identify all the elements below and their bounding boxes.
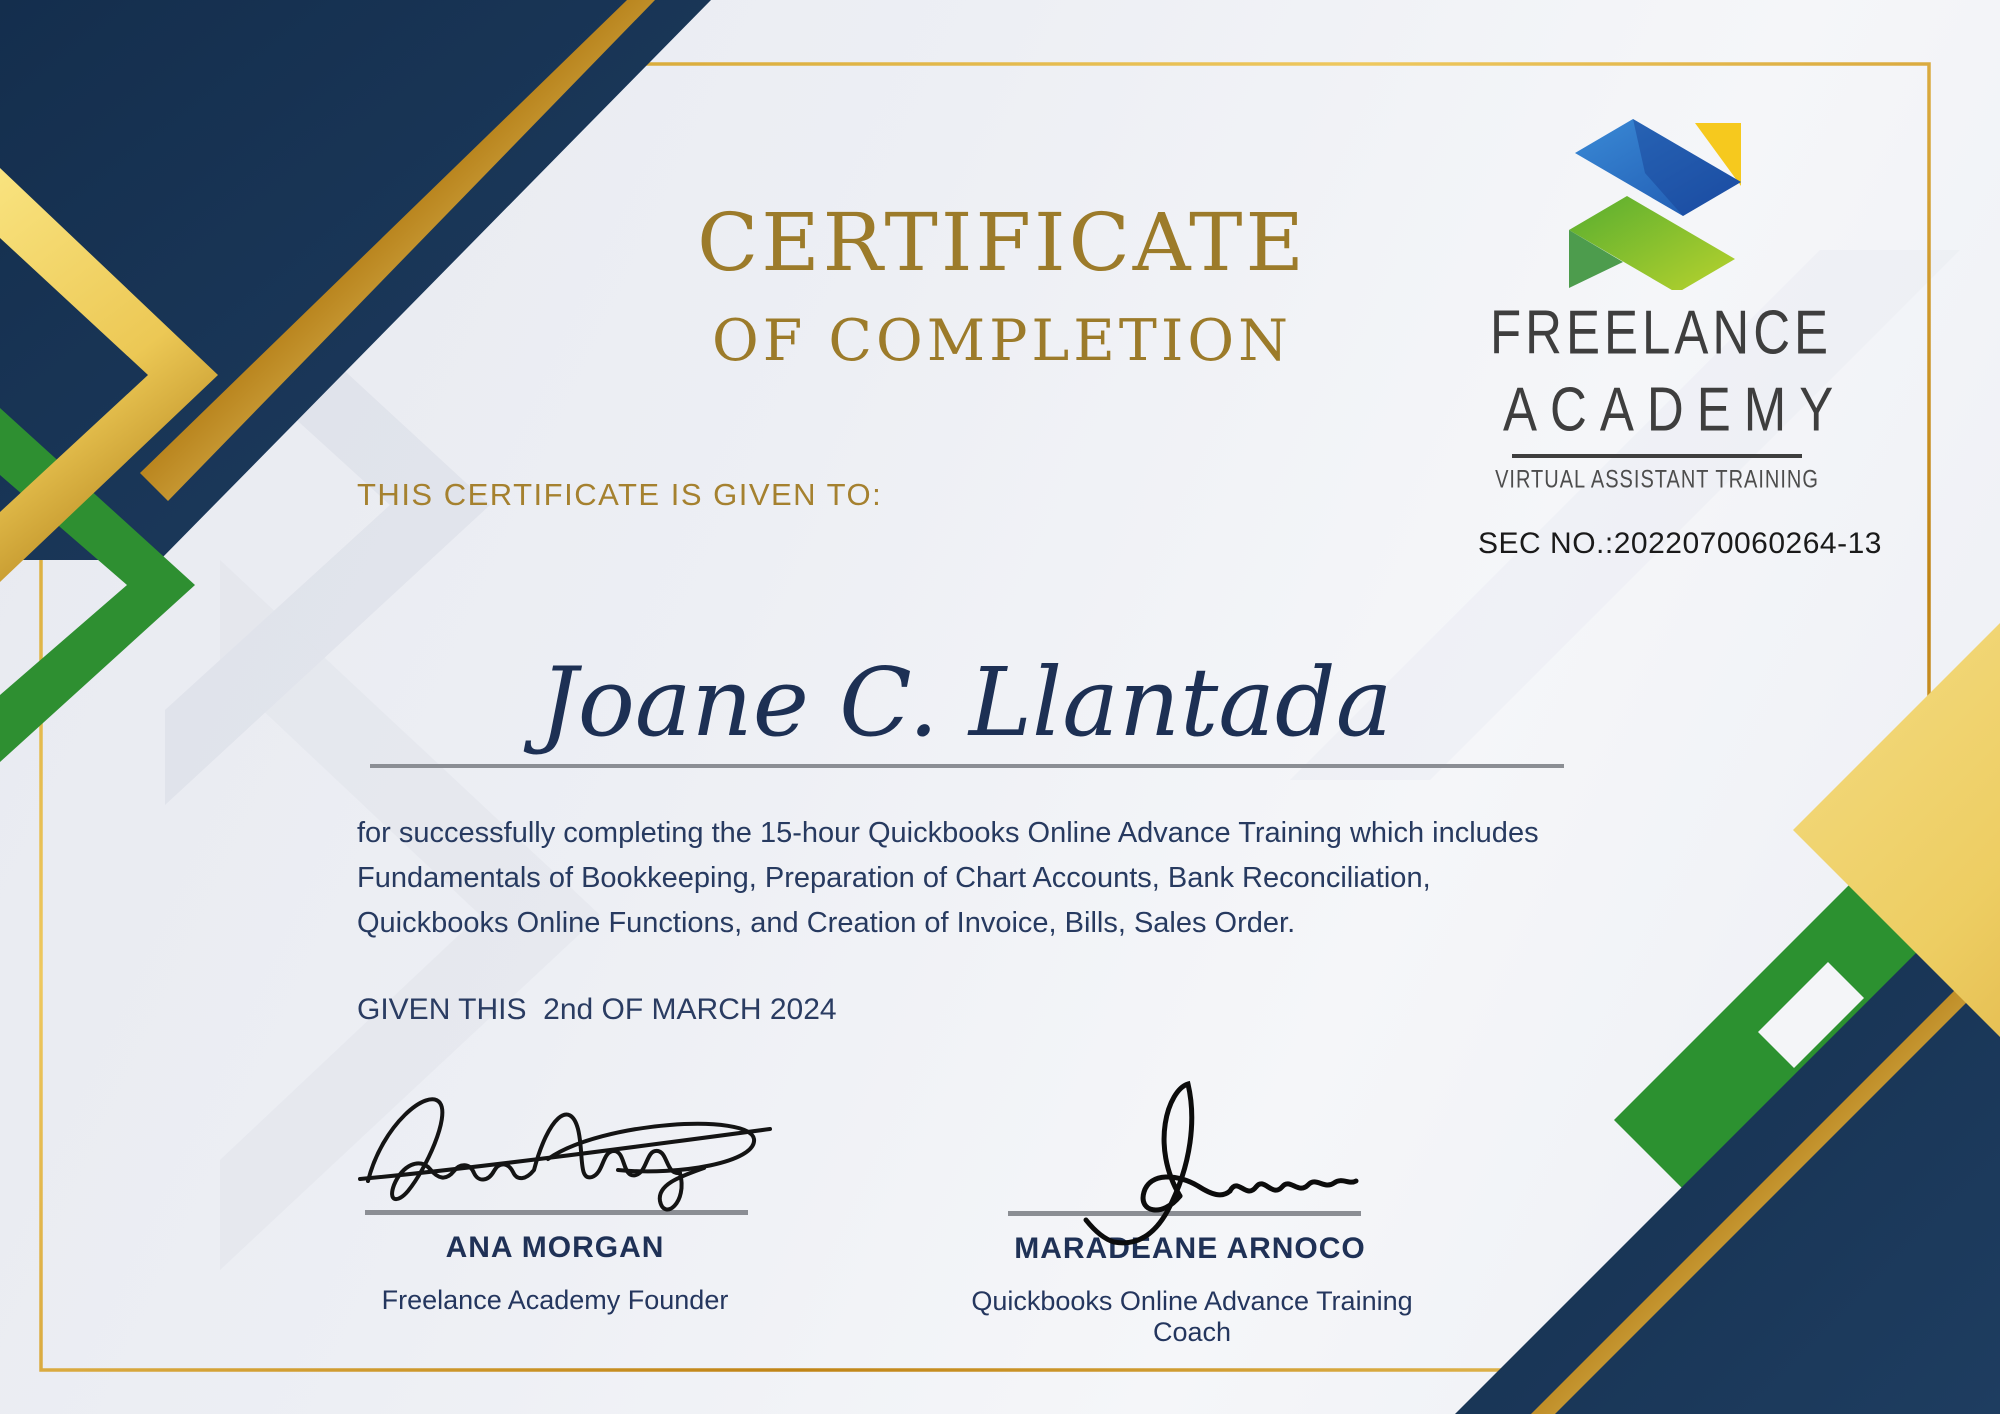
- given-to-label: THIS CERTIFICATE IS GIVEN TO:: [357, 477, 883, 512]
- signature-maradeane-arnoco: [1052, 1076, 1412, 1251]
- signature-ana-morgan: [350, 1083, 780, 1228]
- logo-ribbon-icon: [1567, 118, 1747, 290]
- sec-number: SEC NO.:2022070060264-13: [1478, 527, 1882, 560]
- date-line: GIVEN THIS 2nd OF MARCH 2024: [357, 993, 837, 1026]
- logo-tagline: VIRTUAL ASSISTANT TRAINING: [1495, 466, 1819, 494]
- logo-divider: [1512, 454, 1802, 458]
- logo-name-line1: FREELANCE: [1490, 297, 1833, 367]
- signatory-name-left: ANA MORGAN: [445, 1231, 665, 1264]
- signatory-role-right: Quickbooks Online Advance Training Coach: [971, 1286, 1413, 1347]
- certificate-title: CERTIFICATE: [697, 196, 1307, 289]
- signatory-role-left: Freelance Academy Founder: [381, 1285, 729, 1315]
- logo-mark: [1567, 118, 1747, 290]
- logo-name-line2: ACADEMY: [1503, 374, 1847, 444]
- recipient-underline: [370, 764, 1564, 768]
- freelance-academy-logo: [1490, 118, 1847, 494]
- certificate-subtitle: OF COMPLETION: [711, 308, 1293, 374]
- signatory-name-right: MARADEANE ARNOCO: [1014, 1232, 1366, 1265]
- recipient-name: Joane C. Llantada: [539, 648, 1393, 758]
- completion-statement: for successfully completing the 15-hour Quickbooks Online Advance Training which includes Fundamentals of Bookkeeping, Preparation of Chart Accounts, Bank Reconciliation, Quickbooks Online Functions, and Creation of Invoice, Bills, Sales Order.: [357, 817, 1539, 939]
